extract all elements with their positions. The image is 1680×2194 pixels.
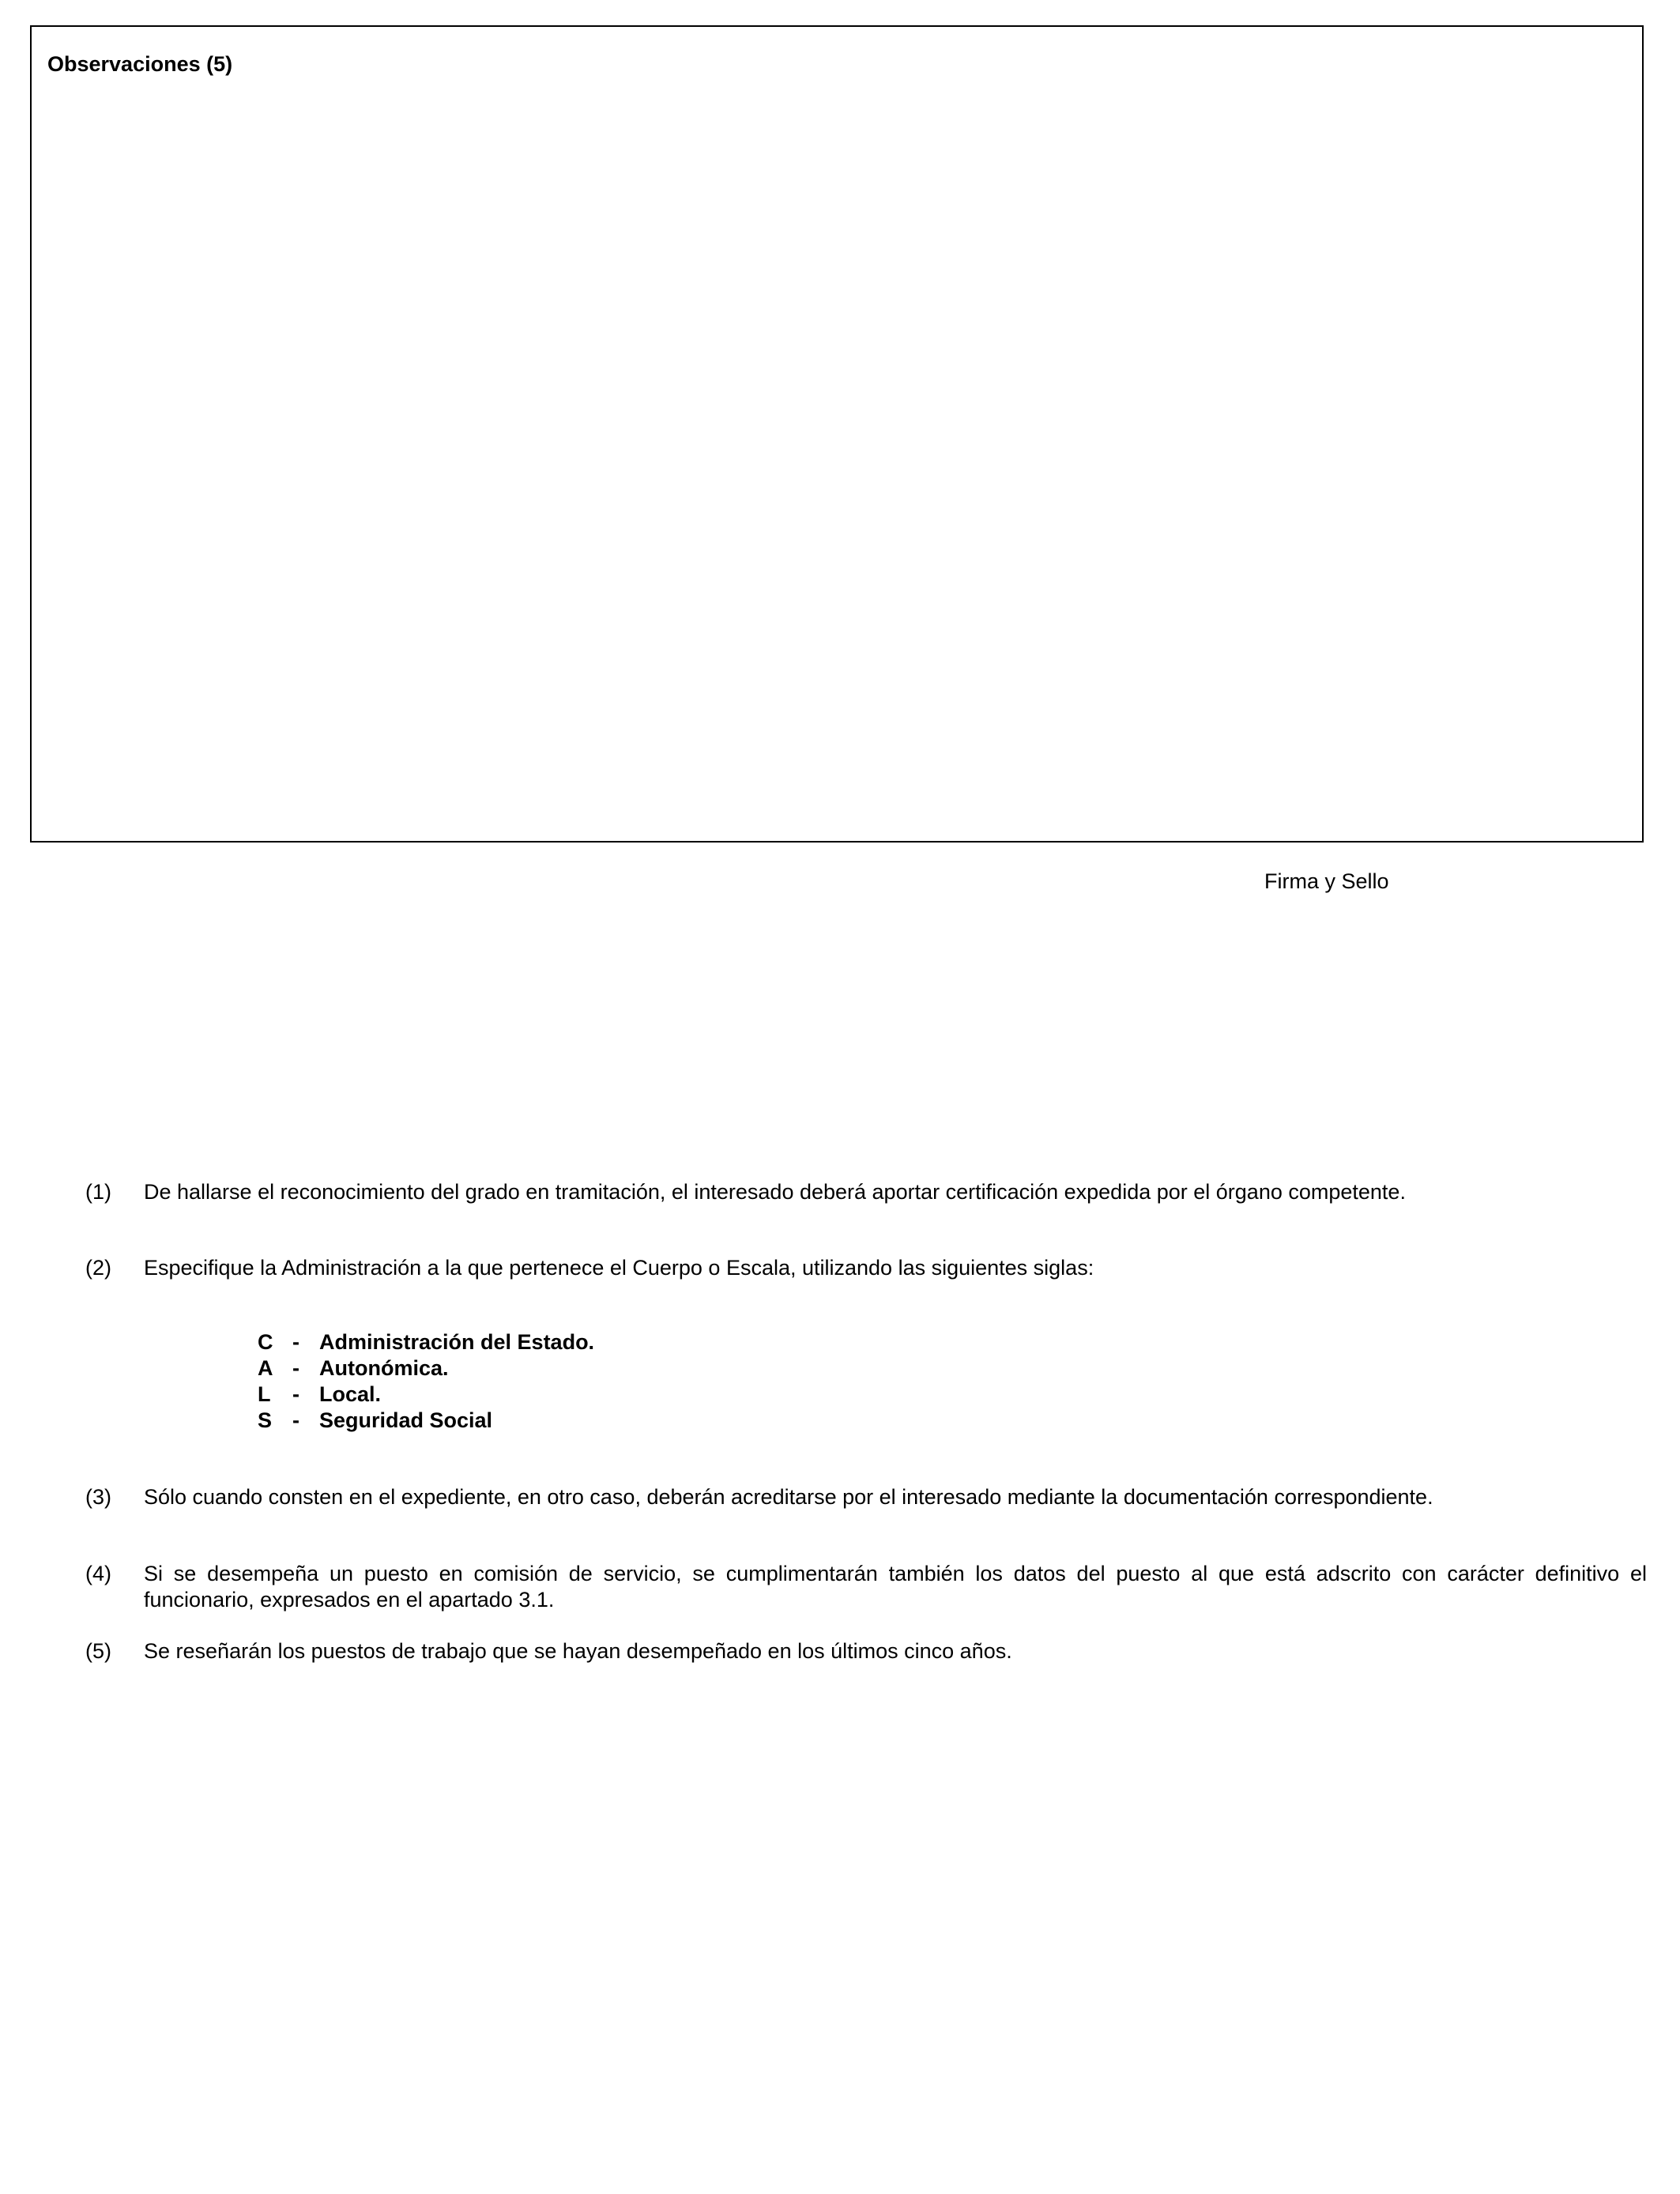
footnote-number: (3)	[85, 1485, 111, 1509]
footnote-text: Si se desempeña un puesto en comisión de servicio, se cumplimentarán también los datos del puesto al que está adscrito con carácter definitivo el funcionario, expresados en el apartado 3.1.	[144, 1562, 1647, 1612]
sigla-label: Autonómica.	[319, 1356, 449, 1380]
sigla-code: C	[258, 1330, 273, 1354]
footnote-number: (1)	[85, 1180, 111, 1204]
footnote-text: Se reseñarán los puestos de trabajo que se hayan desempeñado en los últimos cinco años.	[144, 1639, 1012, 1663]
firma-y-sello-label: Firma y Sello	[1264, 869, 1389, 893]
footnote-number: (4)	[85, 1562, 111, 1585]
observaciones-box	[30, 25, 1644, 843]
sigla-dash: -	[292, 1356, 299, 1380]
footnote-text: Especifique la Administración a la que pertenece el Cuerpo o Escala, utilizando las siguientes siglas:	[144, 1256, 1094, 1280]
footnote-text: Sólo cuando consten en el expediente, en otro caso, deberán acreditarse por el interesado mediante la documentación correspondiente.	[144, 1485, 1433, 1509]
sigla-label: Local.	[319, 1382, 382, 1406]
observaciones-title: Observaciones (5)	[47, 52, 233, 76]
sigla-label: Seguridad Social	[319, 1408, 493, 1432]
footnote-number: (2)	[85, 1256, 111, 1280]
sigla-code: S	[258, 1408, 273, 1432]
sigla-dash: -	[292, 1330, 299, 1354]
sigla-code: A	[258, 1356, 273, 1380]
sigla-dash: -	[292, 1382, 299, 1406]
sigla-dash: -	[292, 1408, 299, 1432]
footnote-number: (5)	[85, 1639, 111, 1663]
sigla-label: Administración del Estado.	[319, 1330, 595, 1354]
sigla-code: L	[258, 1382, 271, 1406]
footnote-text: De hallarse el reconocimiento del grado en tramitación, el interesado deberá aportar certificación expedida por el órgano competente.	[144, 1180, 1406, 1204]
